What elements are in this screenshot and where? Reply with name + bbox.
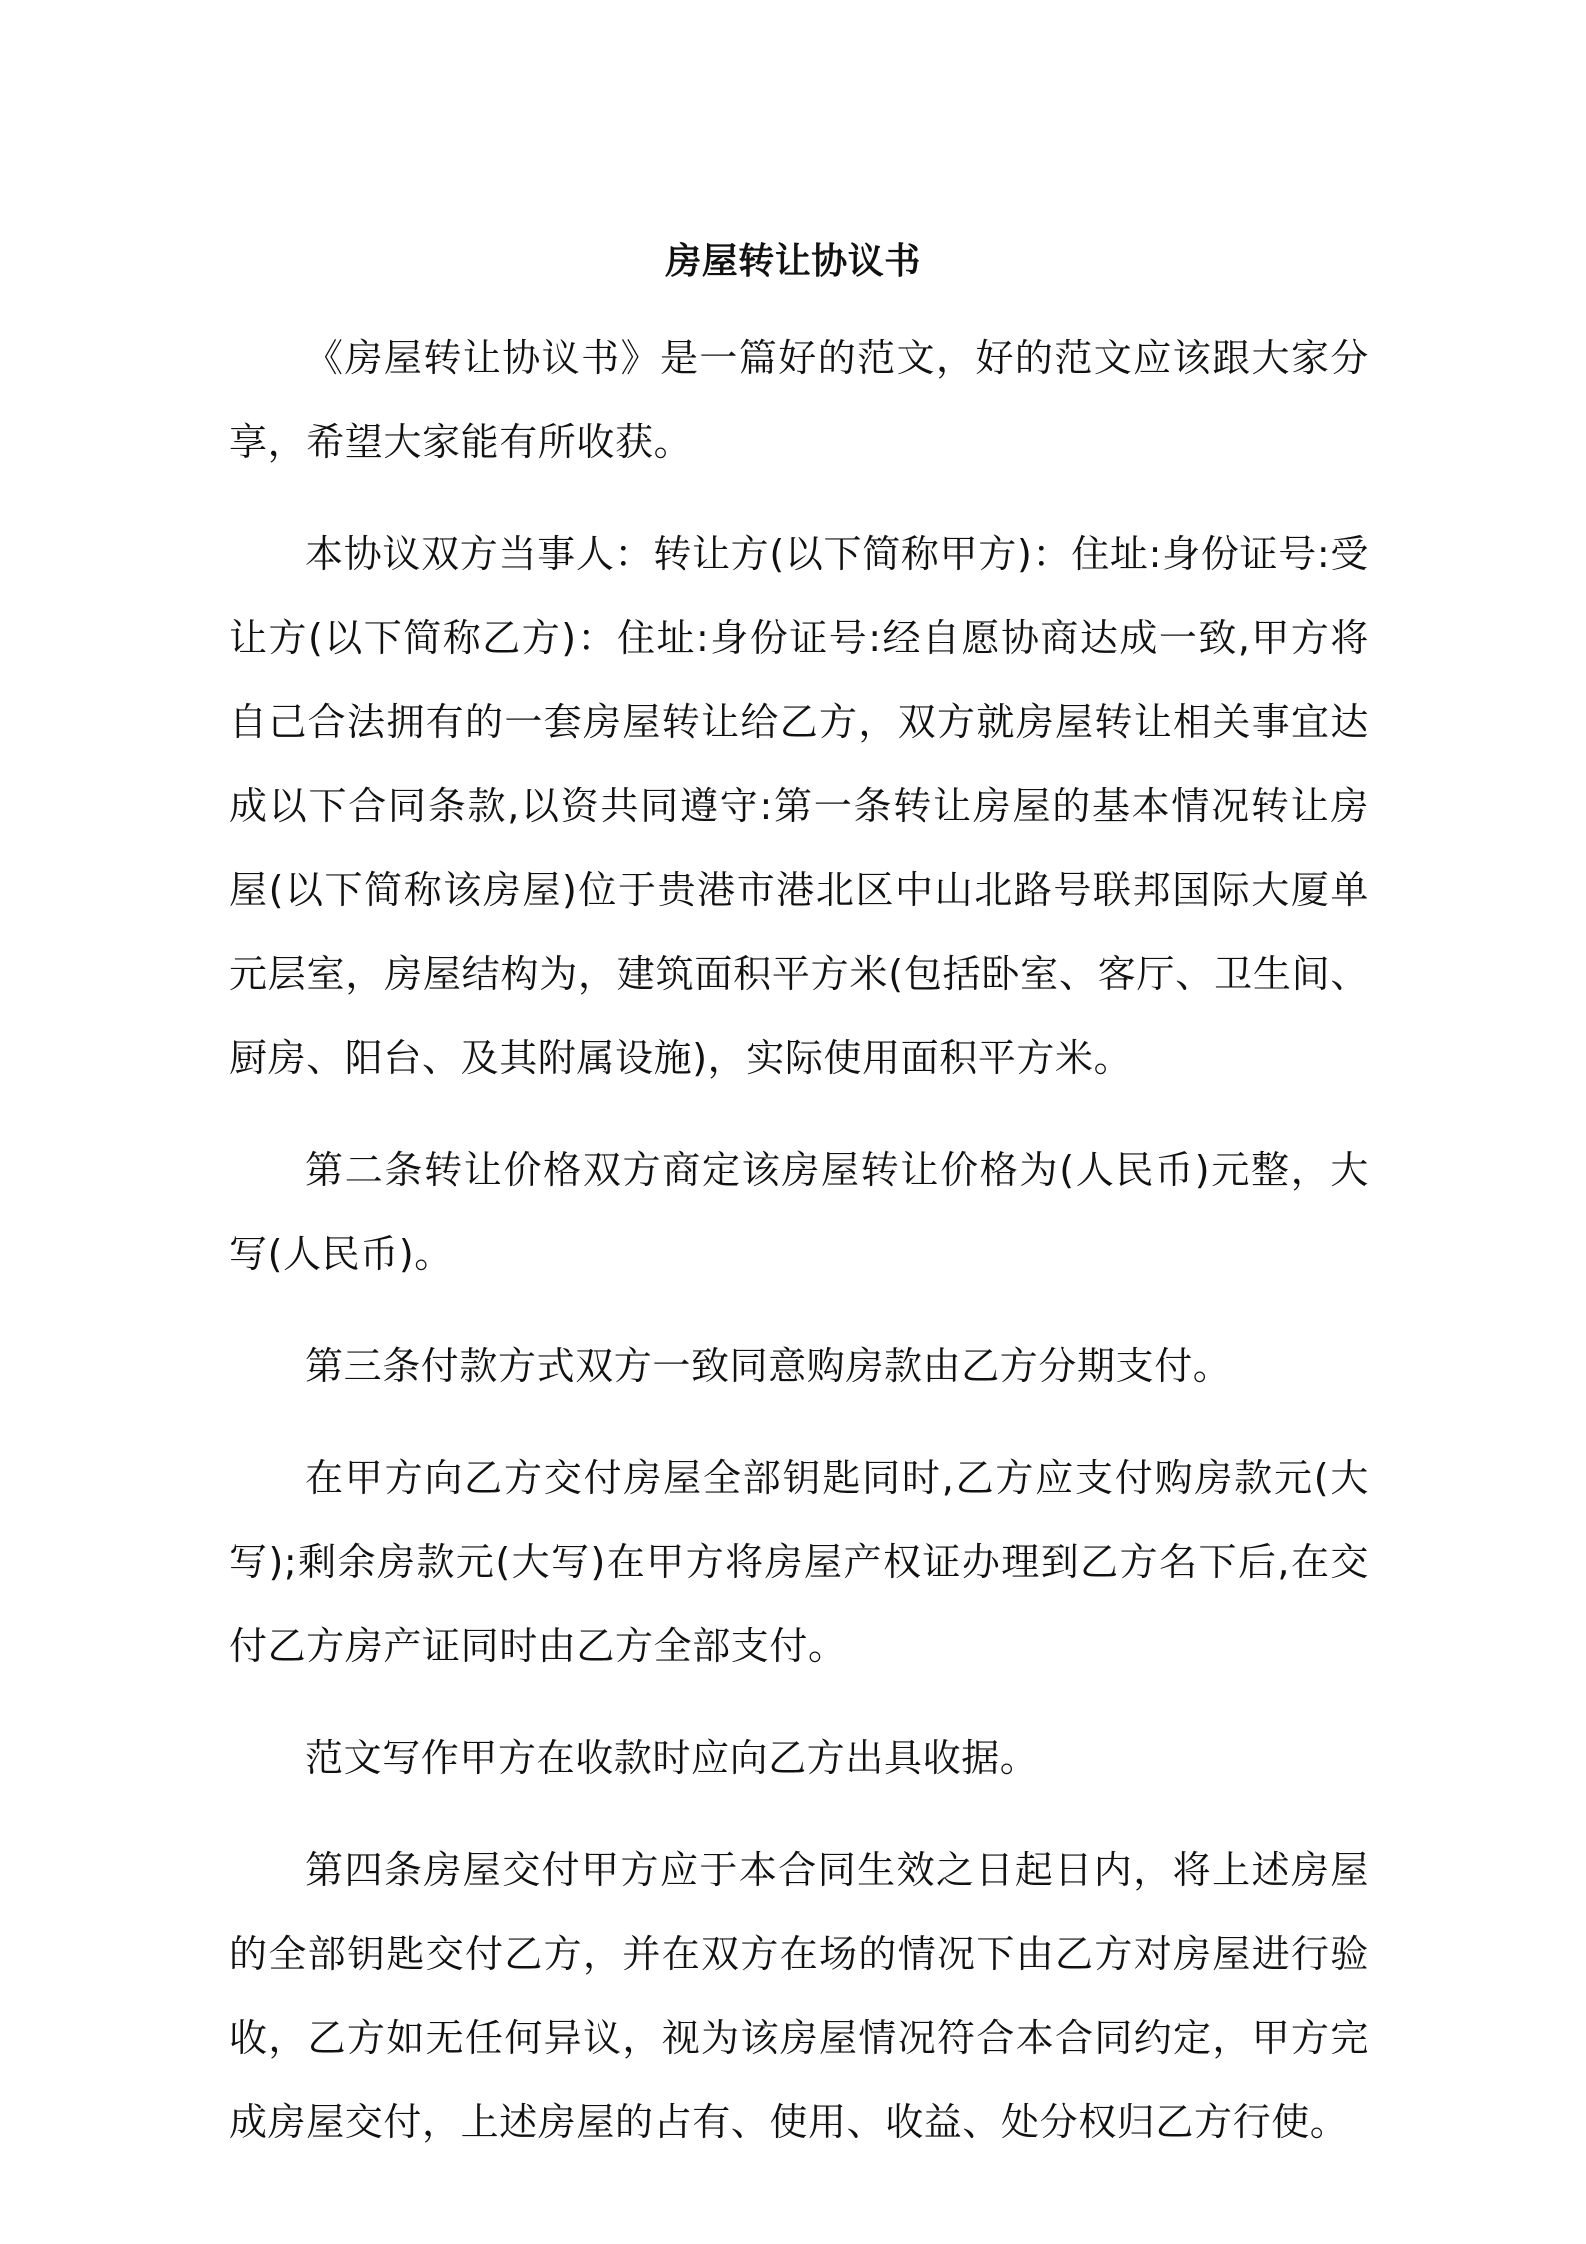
paragraph-payment-schedule: 在甲方向乙方交付房屋全部钥匙同时,乙方应支付购房款元(大写);剩余房款元(大写)在甲方将房屋产权证办理到乙方名下后,在交付乙方房产证同时由乙方全部支付。 [229,1456,1369,1668]
paragraph-article-4-delivery: 第四条房屋交付甲方应于本合同生效之日起日内，将上述房屋的全部钥匙交付乙方，并在双方在场的情况下由乙方对房屋进行验收，乙方如无任何异议，视为该房屋情况符合本合同约定，甲方完成房屋交付，上述房屋的占有、使用、收益、处分权归乙方行使。 [229,1848,1369,2144]
paragraph-receipt: 范文写作甲方在收款时应向乙方出具收据。 [305,1736,1039,1780]
paragraph-article-2-price: 第二条转让价格双方商定该房屋转让价格为(人民币)元整，大写(人民币)。 [229,1148,1369,1276]
paragraph-article-3-payment: 第三条付款方式双方一致同意购房款由乙方分期支付。 [305,1344,1232,1388]
document-body [229,316,1369,2192]
paragraph-intro: 《房屋转让协议书》是一篇好的范文，好的范文应该跟大家分享，希望大家能有所收获。 [229,336,1369,464]
paragraph-parties-and-article-1: 本协议双方当事人：转让方(以下简称甲方)：住址:身份证号:受让方(以下简称乙方)：住址:身份证号:经自愿协商达成一致,甲方将自己合法拥有的一套房屋转让给乙方，双方就房屋转让相关事宜达成以下合同条款,以资共同遵守:第一条转让房屋的基本情况转让房屋(以下简称该房屋)位于贵港市港北区中山北路号联邦国际大厦单元层室，房屋结构为，建筑面积平方米(包括卧室、客厅、卫生间、厨房、阳台、及其附属设施)，实际使用面积平方米。 [229,532,1369,1080]
document-title: 房屋转让协议书 [665,241,921,282]
